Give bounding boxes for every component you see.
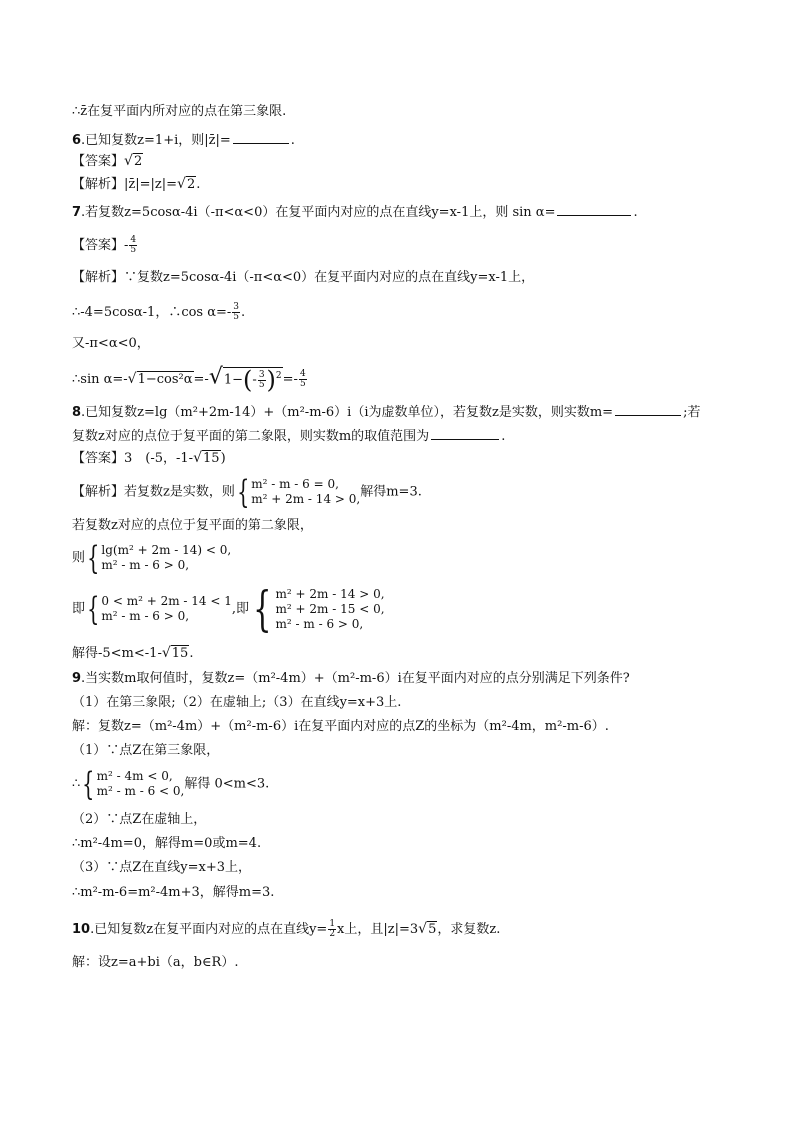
text: ∴sin α=- xyxy=(72,372,128,387)
answer-line xyxy=(72,450,226,467)
explanation-line xyxy=(72,336,150,352)
fraction xyxy=(232,303,240,322)
radicand: 15 xyxy=(203,451,220,466)
text: 解得 0<m<3. xyxy=(184,776,270,792)
explanation-line xyxy=(72,473,422,511)
answer-line xyxy=(72,153,143,170)
explanation-line xyxy=(72,539,232,577)
numerator: 4 xyxy=(130,235,137,245)
equation-system: { m² - 4m < 0, m² - m - 6 < 0, xyxy=(82,765,185,803)
equation: 0 < m² + 2m - 14 < 1 xyxy=(101,594,232,608)
solution-line xyxy=(72,743,219,759)
answer-line xyxy=(72,236,138,255)
question-number: 9 xyxy=(72,671,82,686)
explanation-line xyxy=(72,270,534,286)
numerator: 4 xyxy=(299,369,306,379)
text: 3 (-5，-1- xyxy=(124,451,194,466)
question-text: 复数z对应的点位于复平面的第二象限，则实数m的取值范围为 xyxy=(72,429,430,444)
equation: m² - 4m < 0, xyxy=(96,769,173,783)
fraction xyxy=(328,920,336,939)
question-9 xyxy=(72,671,630,687)
radicand: 2 xyxy=(186,177,196,192)
solution-line xyxy=(72,860,251,876)
solution-line xyxy=(72,955,238,971)
explanation-line xyxy=(72,364,308,394)
text: ∴m²-m-6=m²-4m+3，解得m=3. xyxy=(72,885,275,900)
explanation-line xyxy=(72,645,193,662)
text: =- xyxy=(193,372,209,387)
equation: m² - m - 6 < 0, xyxy=(96,784,185,798)
sqrt: √2 xyxy=(124,153,143,169)
radicand: 2 xyxy=(133,154,143,169)
question-text: .已知复数z在复平面内对应的点在直线y= xyxy=(90,922,328,937)
question-text: ，求复数z. xyxy=(437,922,501,937)
numerator: 3 xyxy=(233,302,240,312)
question-7 xyxy=(72,202,638,221)
text: 解得-5<m<-1- xyxy=(72,646,162,661)
text: 解：复数z=（m²-4m）+（m²-m-6）i在复平面内对应的点Z的坐标为（m²-4m，m²-m-6）. xyxy=(72,719,609,734)
sqrt: √15 xyxy=(193,450,220,466)
sqrt: √5 xyxy=(418,921,437,937)
equation: m² + 2m - 14 > 0, xyxy=(251,492,361,506)
text: （2）∵点Z在虚轴上， xyxy=(72,812,207,827)
text: . xyxy=(501,429,506,444)
text: |z̄|=|z|= xyxy=(124,177,178,192)
solution-line xyxy=(72,812,206,828)
equation-system: { lg(m² + 2m - 14) < 0, m² - m - 6 > 0, xyxy=(87,539,232,577)
fraction xyxy=(129,236,137,255)
denominator: 5 xyxy=(130,245,137,255)
question-text: .当实数m取何值时，复数z=（m²-4m）+（m²-m-6）i在复平面内对应的点分别满足下列条件? xyxy=(81,671,630,686)
text: 1− xyxy=(223,372,244,388)
equation: m² - m - 6 = 0, xyxy=(251,477,339,491)
text: ∴m²-4m=0，解得m=0或m=4. xyxy=(72,836,262,851)
question-number: 6 xyxy=(72,133,82,148)
text-line xyxy=(72,104,286,120)
text: 解：设z=a+bi（a，b∈R）. xyxy=(72,955,239,970)
equation-system: { m² + 2m - 14 > 0, m² + 2m - 15 < 0, m² - m - 6 > 0, xyxy=(253,581,385,637)
text: （1）在第三象限;（2）在虚轴上;（3）在直线y=x+3上. xyxy=(72,695,402,710)
question-text: .已知复数z=1+i，则|z̄|= xyxy=(81,133,231,148)
text: ∴ xyxy=(72,776,81,792)
text-line xyxy=(72,695,401,711)
question-text: .已知复数z=lg（m²+2m-14）+（m²-m-6）i（i为虚数单位），若复数z是实数，则实数m= xyxy=(81,405,614,420)
sqrt: √1−cos²α xyxy=(127,371,193,387)
equation: m² - m - 6 > 0, xyxy=(275,616,364,631)
equation: m² - m - 6 > 0, xyxy=(101,609,190,623)
fraction xyxy=(299,370,307,389)
text: . xyxy=(241,305,246,320)
text: 若复数z是实数，则 xyxy=(124,484,235,500)
text: =- xyxy=(282,372,298,387)
solution-line xyxy=(72,885,274,901)
question-8 xyxy=(72,402,700,421)
text: . xyxy=(189,646,194,661)
solution-line xyxy=(72,836,261,852)
text: （1）∵点Z在第三象限， xyxy=(72,743,220,758)
answer-label: 【答案】 xyxy=(72,238,125,253)
text: ;若 xyxy=(683,405,701,420)
sqrt: √1−(- $\frac{3}{5}$ )$^2$ xyxy=(208,364,282,394)
text: . xyxy=(633,205,638,220)
denominator: 5 xyxy=(233,312,240,322)
text: （3）∵点Z在直线y=x+3上， xyxy=(72,860,252,875)
numerator: 1 xyxy=(329,919,336,929)
equation: lg(m² + 2m - 14) < 0, xyxy=(101,543,232,557)
question-10 xyxy=(72,920,500,939)
text: 即 xyxy=(72,601,86,617)
question-8-cont xyxy=(72,426,505,445)
text: . xyxy=(290,133,295,148)
equation-system: { m² - m - 6 = 0, m² + 2m - 14 > 0, xyxy=(236,473,361,511)
text: ∵复数z=5cosα-4i（-π<α<0）在复平面内对应的点在直线y=x-1上， xyxy=(124,270,535,285)
explanation-line xyxy=(72,303,245,322)
text: . xyxy=(196,177,201,192)
answer-label: 【答案】 xyxy=(72,451,125,466)
fraction xyxy=(258,371,266,390)
text: ∴-4=5cosα-1，∴cos α=- xyxy=(72,305,232,320)
text: ) xyxy=(220,451,226,466)
text: 又-π<α<0， xyxy=(72,336,150,351)
radicand: 5 xyxy=(428,922,437,937)
explanation-line xyxy=(72,176,200,193)
explanation-line xyxy=(72,581,385,637)
explanation-label: 【解析】 xyxy=(72,270,125,285)
answer-blank xyxy=(431,426,499,440)
sqrt: √2 xyxy=(177,176,196,192)
answer-label: 【答案】 xyxy=(72,154,125,169)
radicand: 15 xyxy=(171,646,189,661)
sqrt: √15 xyxy=(161,645,189,661)
question-number: 8 xyxy=(72,405,82,420)
denominator: 5 xyxy=(258,379,265,390)
text: 解得m=3. xyxy=(360,484,422,500)
explanation-label: 【解析】 xyxy=(72,484,125,500)
answer-blank xyxy=(557,202,631,216)
text: 则 xyxy=(72,550,86,566)
text: ,即 xyxy=(231,601,249,617)
solution-line xyxy=(72,765,270,803)
text: 若复数z对应的点位于复平面的第二象限， xyxy=(72,518,313,533)
equation-system: { 0 < m² + 2m - 14 < 1 m² - m - 6 > 0, xyxy=(87,590,232,628)
solution-line xyxy=(72,719,609,735)
question-number: 10 xyxy=(72,922,91,937)
equation: m² - m - 6 > 0, xyxy=(101,558,190,572)
question-6 xyxy=(72,130,295,149)
answer-blank xyxy=(233,130,289,144)
explanation-line xyxy=(72,518,313,534)
text: ∴z̄在复平面内所对应的点在第三象限. xyxy=(72,104,287,119)
explanation-label: 【解析】 xyxy=(72,177,125,192)
denominator: 2 xyxy=(329,929,336,939)
question-text: x上，且|z|=3 xyxy=(337,922,419,937)
numerator: 3 xyxy=(258,369,265,380)
denominator: 5 xyxy=(299,379,306,389)
equation: m² + 2m - 15 < 0, xyxy=(275,601,385,616)
radicand: 1−cos²α xyxy=(137,372,193,387)
equation: m² + 2m - 14 > 0, xyxy=(275,586,385,601)
question-number: 7 xyxy=(72,205,82,220)
answer-blank xyxy=(615,402,681,416)
text: - xyxy=(124,238,129,253)
question-text: .若复数z=5cosα-4i（-π<α<0）在复平面内对应的点在直线y=x-1上，则 sin α= xyxy=(81,205,556,220)
